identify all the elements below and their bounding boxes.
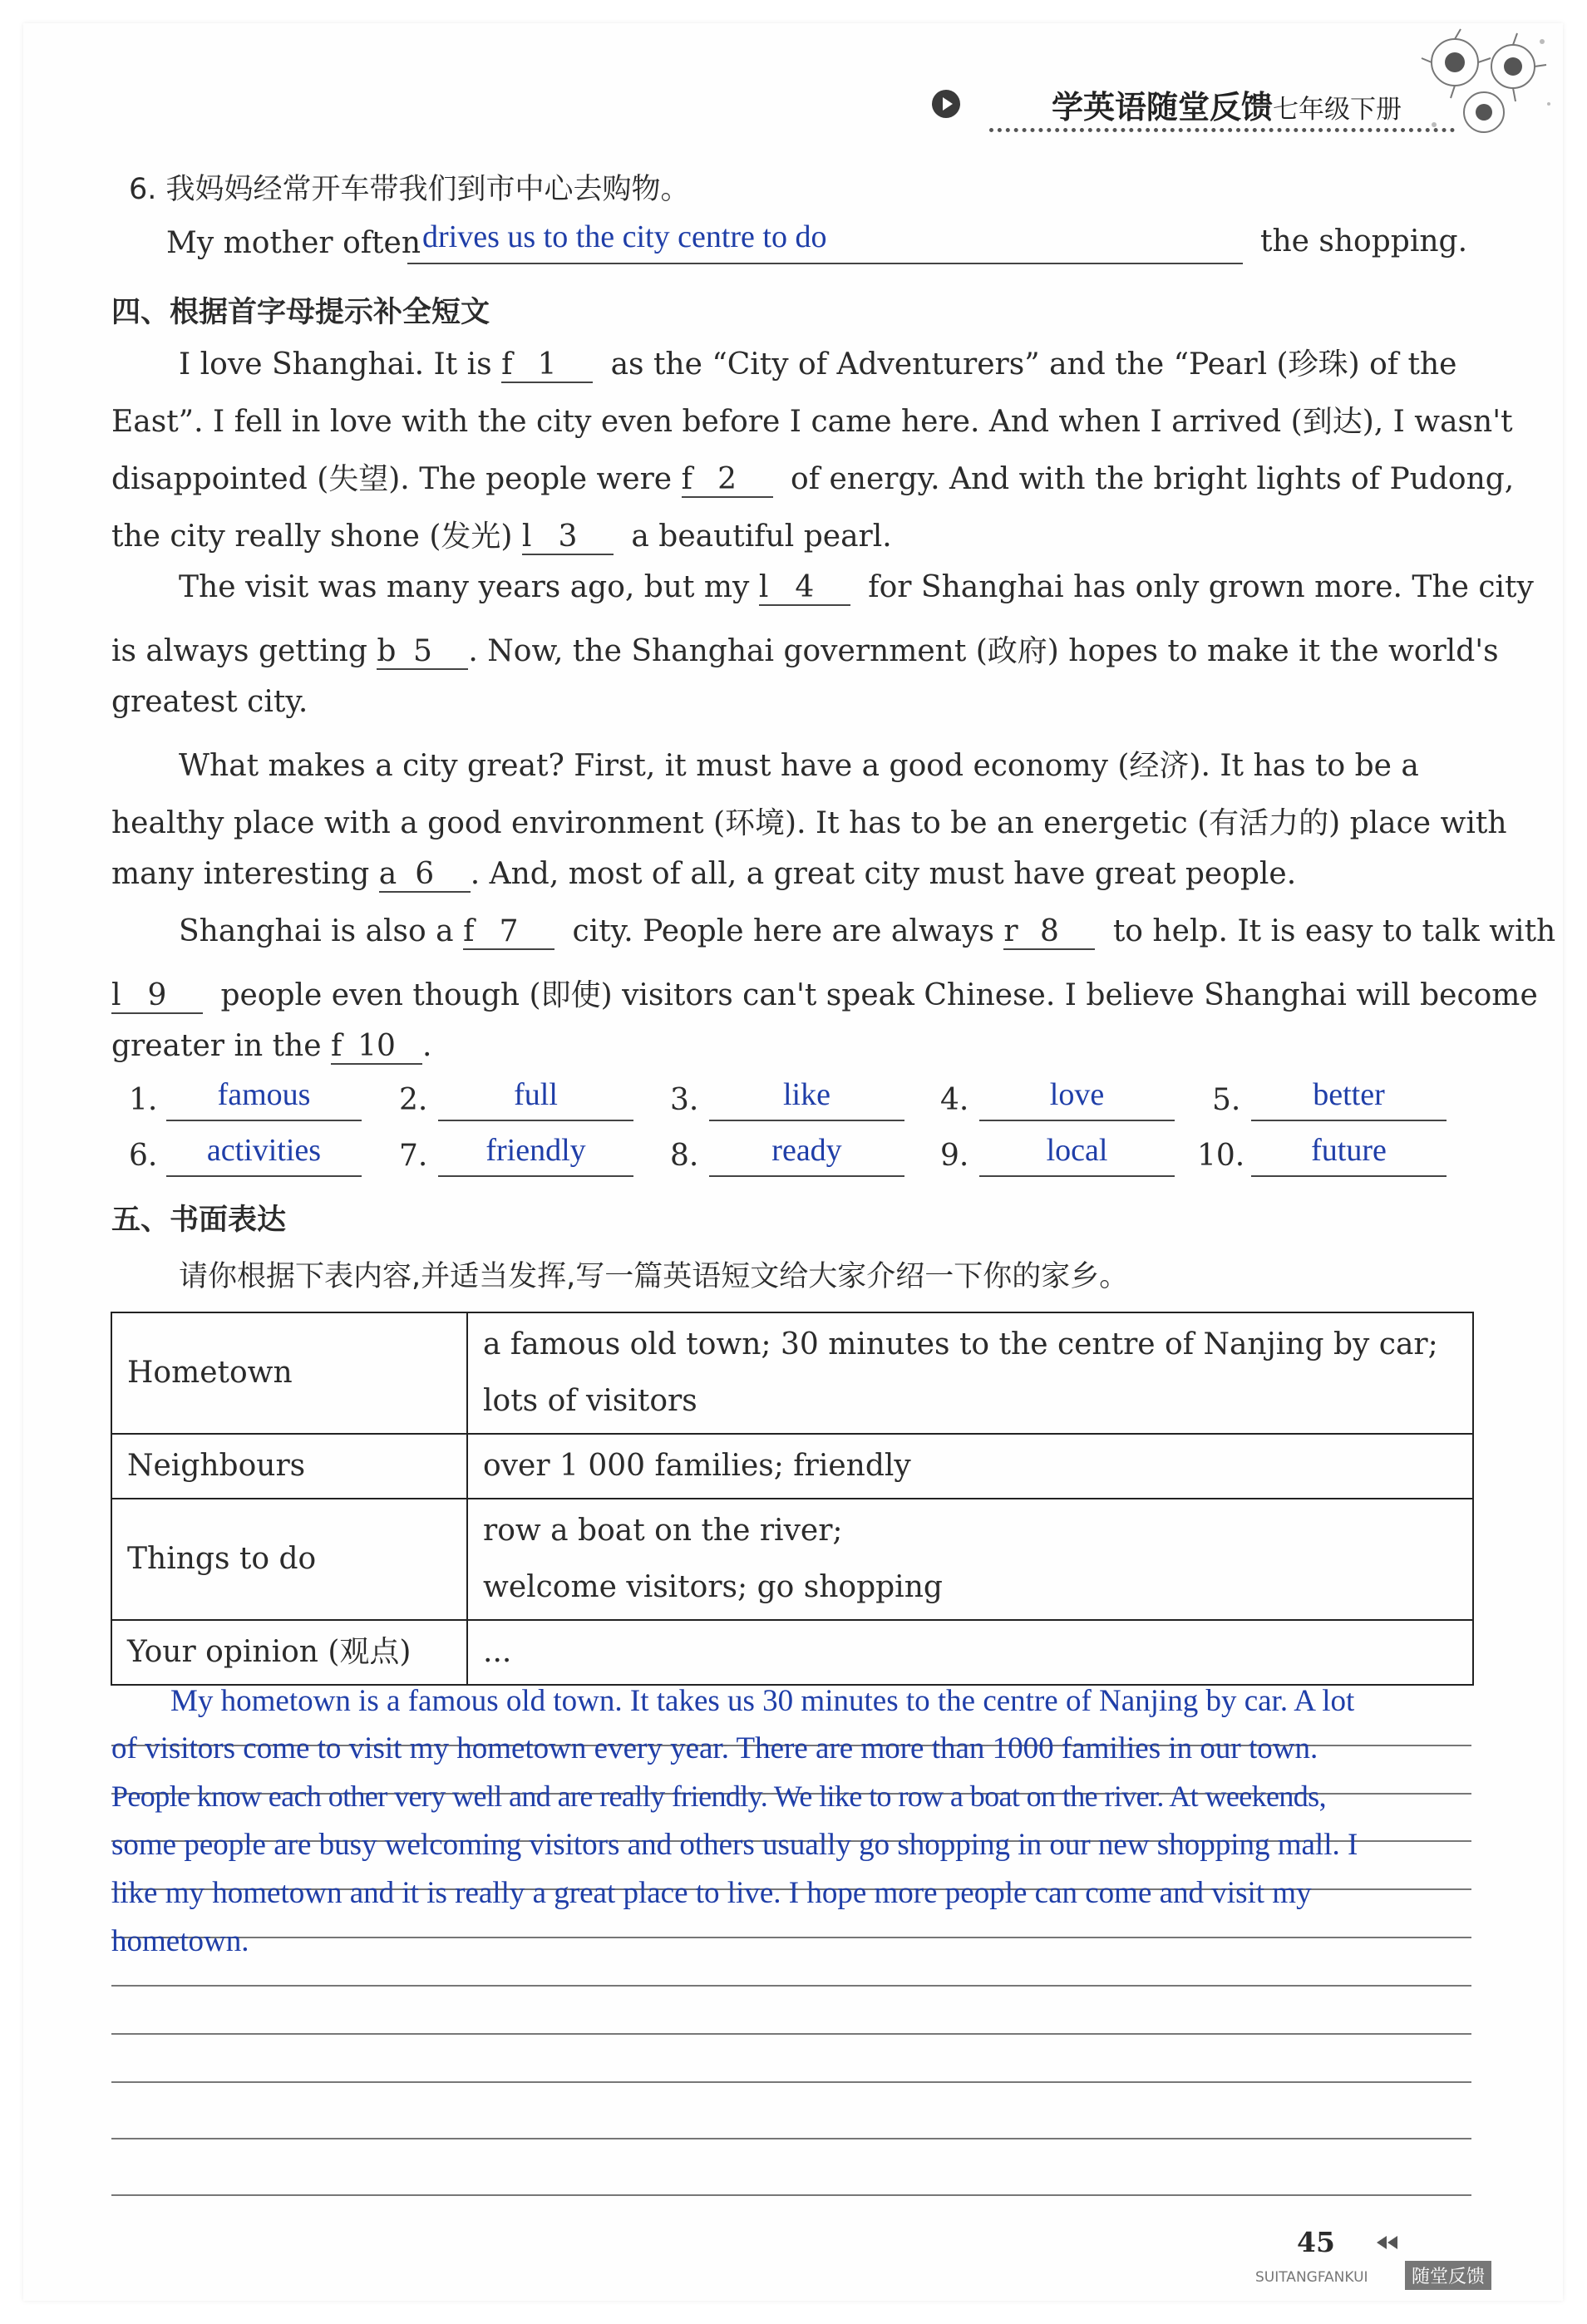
section5-title: 五、书面表达 (111, 1204, 287, 1237)
p4-text: . (422, 1029, 432, 1063)
blank-6[interactable] (379, 857, 471, 893)
blank-letter: f (331, 1029, 343, 1063)
answer-number: 9. (940, 1139, 969, 1173)
footer-brand-pinyin: SUITANGFANKUI (1255, 2269, 1368, 2286)
blank-number: 8 (1039, 914, 1059, 948)
table-value (467, 1499, 1473, 1620)
answer-2[interactable]: full (514, 1077, 558, 1112)
answer-number: 7. (399, 1139, 428, 1173)
answer-7[interactable]: friendly (485, 1133, 586, 1168)
p2-line3 (111, 685, 308, 719)
table-label: Neighbours (111, 1434, 467, 1499)
essay-line-2: of visitors come to visit my hometown every year. There are more than 1000 families in our town. (111, 1731, 1318, 1765)
answer-line (709, 1120, 904, 1121)
answer-line (166, 1120, 362, 1121)
table-label: Things to do (111, 1499, 467, 1620)
blank-2[interactable] (682, 462, 773, 498)
answer-line (979, 1175, 1175, 1177)
answer-line (979, 1120, 1175, 1121)
answer-3[interactable]: like (783, 1077, 830, 1112)
q6-answer: drives us to the city centre to do (422, 219, 827, 254)
p3-line1 (179, 742, 1419, 785)
p4-line2 (111, 972, 1538, 1014)
answer-number: 4. (940, 1083, 969, 1117)
blank-number: 6 (415, 857, 435, 891)
writing-line (111, 2033, 1471, 2035)
table-row (111, 1499, 1473, 1620)
p2-text: is always getting (111, 634, 367, 668)
q6-prompt: 6. 我妈妈经常开车带我们到市中心去购物。 (129, 173, 690, 206)
essay-line-5: like my hometown and it is really a great place to live. I hope more people can come and visit my (111, 1876, 1312, 1910)
flower-decoration-icon (1417, 25, 1555, 154)
blank-letter: f (463, 914, 475, 948)
table-value (467, 1312, 1473, 1434)
p1-text: a beautiful pearl. (631, 519, 892, 554)
table-row (111, 1312, 1473, 1434)
answer-line (1251, 1120, 1447, 1121)
blank-letter: b (377, 634, 397, 668)
writing-line (111, 2138, 1471, 2139)
blank-number: 2 (717, 462, 737, 496)
blank-9[interactable] (111, 978, 203, 1014)
p1-line4 (111, 513, 892, 555)
p2-text: . Now, the Shanghai government (政府) hopes to make it the world's (468, 634, 1499, 668)
p3-line2 (111, 800, 1507, 842)
blank-letter: l (111, 978, 121, 1012)
header-dotted-rule (989, 128, 1455, 132)
essay-line-1: My hometown is a famous old town. It takes us 30 minutes to the centre of Nanjing by car. A lot (170, 1684, 1355, 1718)
blank-letter: a (378, 857, 397, 891)
writing-line (111, 2194, 1471, 2196)
blank-3[interactable] (522, 519, 614, 555)
answer-4[interactable]: love (1049, 1077, 1105, 1112)
table-value (467, 1620, 1473, 1685)
p3-text: . And, most of all, a great city must have great people. (470, 857, 1297, 891)
p3-line3 (111, 857, 1296, 893)
blank-number: 1 (537, 347, 557, 382)
blank-number: 3 (558, 519, 578, 554)
table-value (467, 1434, 1473, 1499)
answer-line (1251, 1175, 1447, 1177)
q6-answer-line (407, 263, 1243, 264)
p4-text: people even though (即使) visitors can't speak Chinese. I believe Shanghai will become (220, 978, 1538, 1012)
blank-number: 10 (357, 1029, 396, 1063)
answer-number: 1. (129, 1083, 158, 1117)
p2-line1 (179, 570, 1534, 606)
p1-text: of energy. And with the bright lights of Pudong, (791, 462, 1515, 496)
answer-number: 10. (1197, 1139, 1245, 1173)
p1-text: disappointed (失望). The people were (111, 462, 673, 496)
table-value-line: welcome visitors; go shopping (483, 1570, 943, 1604)
table-value-line: ... (483, 1635, 512, 1669)
answer-number: 8. (670, 1139, 699, 1173)
double-arrow-icon (1377, 2236, 1398, 2249)
section4-title: 四、根据首字母提示补全短文 (111, 296, 490, 329)
answer-number: 5. (1212, 1083, 1241, 1117)
blank-number: 4 (795, 570, 815, 604)
blank-8[interactable] (1003, 914, 1095, 950)
section5-instruction: 请你根据下表内容,并适当发挥,写一篇英语短文给大家介绍一下你的家乡。 (179, 1260, 1129, 1293)
blank-10[interactable] (331, 1029, 422, 1065)
p1-text: the city really shone (发光) (111, 519, 513, 554)
p3-text: What makes a city great? First, it must have a good economy (经济). It has to be a (179, 749, 1419, 783)
answer-line (166, 1175, 362, 1177)
answer-line (438, 1120, 633, 1121)
p2-line2 (111, 628, 1499, 670)
p2-text: greatest city. (111, 685, 308, 719)
blank-letter: f (681, 462, 692, 496)
writing-line (111, 2081, 1471, 2083)
answer-10[interactable]: future (1311, 1133, 1387, 1168)
q6-lead: My mother often (166, 226, 421, 260)
essay-line-6: hometown. (111, 1924, 249, 1958)
table-value-line: over 1 000 families; friendly (483, 1449, 911, 1483)
answer-number: 2. (399, 1083, 428, 1117)
p4-line3 (111, 1029, 431, 1065)
answer-number: 3. (670, 1083, 699, 1117)
answer-number: 6. (129, 1139, 158, 1173)
essay-line-4: some people are busy welcoming visitors and others usually go shopping in our new shopping mall. I (111, 1828, 1358, 1862)
p1-line2 (111, 398, 1513, 441)
footer-brand-cn: 随堂反馈 (1405, 2261, 1491, 2290)
writing-line (111, 1985, 1471, 1987)
answer-9[interactable]: local (1046, 1133, 1108, 1168)
table-row (111, 1620, 1473, 1685)
answer-line (709, 1175, 904, 1177)
header (0, 0, 1587, 150)
table-value-line: a famous old town; 30 minutes to the centre of Nanjing by car; (483, 1327, 1438, 1361)
p1-line3 (111, 455, 1514, 498)
blank-number: 5 (412, 634, 432, 668)
answer-6[interactable]: activities (206, 1133, 322, 1168)
p3-text: healthy place with a good environment (环境). It has to be an energetic (有活力的) place with (111, 806, 1507, 840)
p1-text: as the “City of Adventurers” and the “Pearl (珍珠) of the (610, 347, 1457, 382)
answer-8[interactable]: ready (771, 1133, 842, 1168)
essay-line-3: People know each other very well and are really friendly. We like to row a boat on the river. At weekends, (111, 1780, 1326, 1813)
answer-5[interactable]: better (1313, 1077, 1385, 1112)
p4-text: city. People here are always (572, 914, 994, 948)
header-subtitle: 七年级下册 (1273, 95, 1402, 125)
writing-line (111, 1937, 1471, 1938)
table-label: Hometown (111, 1312, 467, 1434)
table-value-line: lots of visitors (483, 1384, 697, 1418)
header-title: 学英语随堂反馈七年级下册 (1052, 89, 1402, 126)
p1-line1 (179, 341, 1456, 383)
p3-text: many interesting (111, 857, 370, 891)
p1-text: I love Shanghai. It is (179, 347, 492, 382)
p4-text: greater in the (111, 1029, 322, 1063)
blank-letter: l (758, 570, 769, 604)
blank-7[interactable] (463, 914, 554, 950)
table-row (111, 1434, 1473, 1499)
play-icon (932, 90, 960, 118)
answer-1[interactable]: famous (217, 1077, 311, 1112)
blank-letter: l (521, 519, 532, 554)
p4-text: to help. It is easy to talk with (1112, 914, 1556, 948)
p1-text: East”. I fell in love with the city even before I came here. And when I arrived (到达), I wasn't (111, 405, 1513, 439)
answer-line (438, 1175, 633, 1177)
p2-text: The visit was many years ago, but my (179, 570, 750, 604)
blank-4[interactable] (759, 570, 850, 606)
blank-5[interactable] (377, 634, 468, 670)
p4-line1 (179, 914, 1555, 950)
q6-tail: the shopping. (1260, 224, 1468, 258)
page-number: 45 (1297, 2226, 1335, 2258)
blank-letter: r (1003, 914, 1018, 948)
blank-letter: f (501, 347, 513, 382)
blank-number: 9 (147, 978, 167, 1012)
table-label: Your opinion (观点) (111, 1620, 467, 1685)
info-table (111, 1312, 1474, 1686)
blank-number: 7 (499, 914, 519, 948)
p4-text: Shanghai is also a (179, 914, 454, 948)
p2-text: for Shanghai has only grown more. The city (868, 570, 1534, 604)
blank-1[interactable] (501, 347, 593, 383)
table-value-line: row a boat on the river; (483, 1514, 843, 1548)
